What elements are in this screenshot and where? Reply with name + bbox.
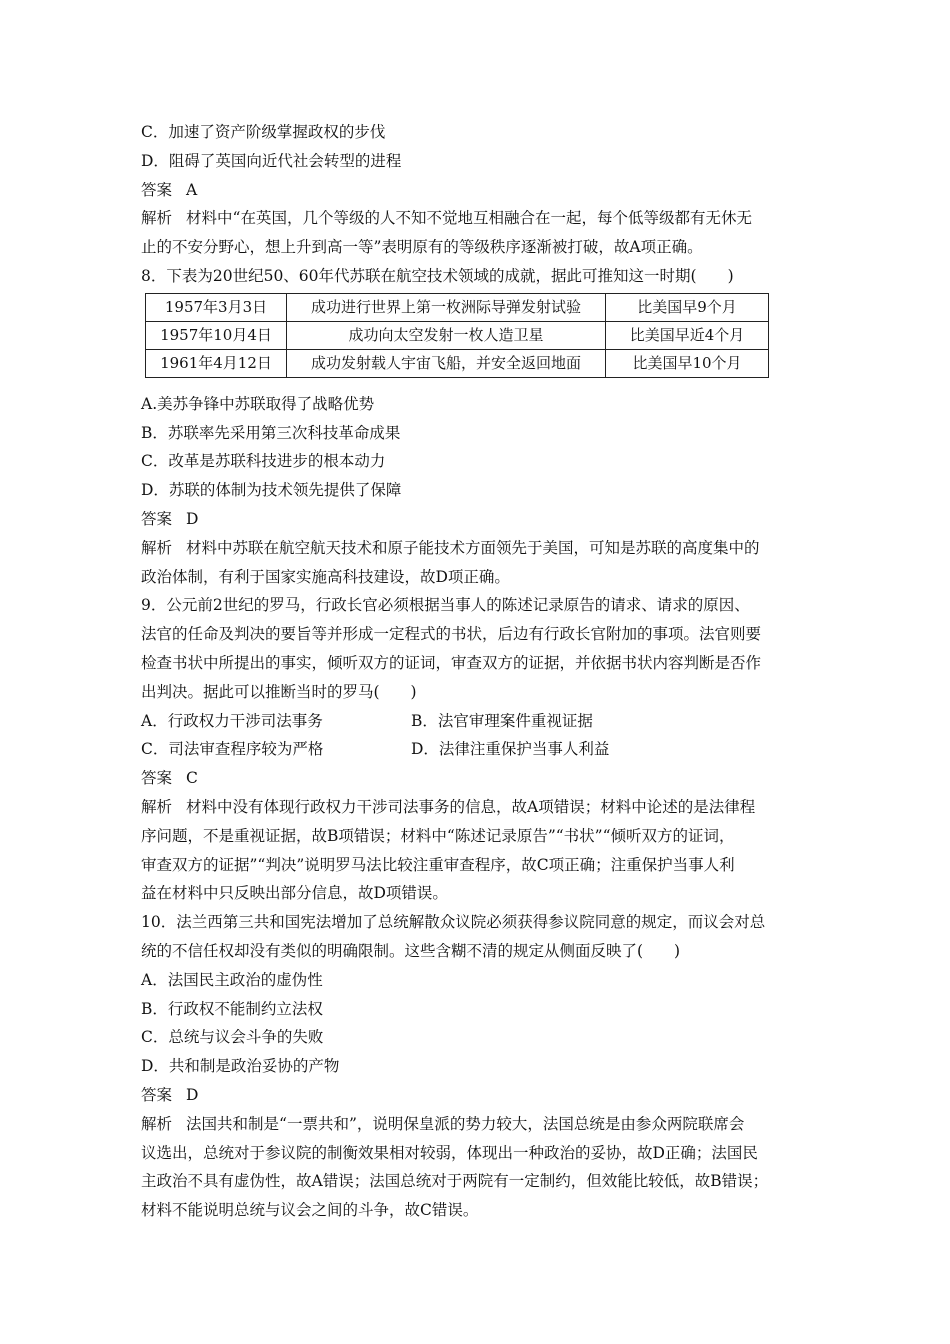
table-row [146, 349, 769, 377]
table-cell-comparison: 比美国早近4个月 [606, 321, 769, 349]
answer-label: 答案 [141, 509, 173, 528]
answer-label: 答案 [141, 180, 173, 199]
q10-answer [141, 1081, 811, 1110]
answer-label: 答案 [141, 1085, 173, 1104]
q9-analysis-line-3: 审查双方的证据”“判决”说明罗马法比较注重审查程序，故C项正确；注重保护当事人利 [141, 855, 735, 874]
q10-analysis-line-4: 材料不能说明总统与议会之间的斗争，故C错误。 [141, 1201, 479, 1220]
q7-option-c: C．加速了资产阶级掌握政权的步伐 [141, 123, 386, 141]
q9-option-b: B．法官审理案件重视证据 [411, 711, 593, 730]
q10-analysis-line-1: 解析 法国共和制是“一票共和”，说明保皇派的势力较大，法国总统是由参众两院联席会 [141, 1114, 745, 1133]
q8-stem: 8．下表为20世纪50、60年代苏联在航空技术领域的成就，据此可推知这一时期( ) [141, 266, 734, 285]
q10-analysis-line-3: 主政治不具有虚伪性，故A错误；法国总统对于两院有一定制约，但效能比较低，故B错误； [141, 1172, 769, 1191]
q9-stem-line-2: 法官的任命及判决的要旨等并形成一定程式的书状，后边有行政长官附加的事项。法官则要 [141, 625, 762, 644]
q9-answer [141, 764, 811, 793]
q10-analysis-line-2: 议选出，总统对于参议院的制衡效果相对较弱，体现出一种政治的妥协，故D正确；法国民 [141, 1143, 758, 1162]
q10-stem-line-2: 统的不信任权却没有类似的明确限制。这些含糊不清的规定从侧面反映了( ) [141, 941, 681, 960]
q9-options-row-2 [141, 735, 811, 764]
q8-analysis-line-1: 解析 材料中苏联在航空航天技术和原子能技术方面领先于美国，可知是苏联的高度集中的 [141, 538, 760, 557]
q9-analysis-line-4: 益在材料中只反映出部分信息，故D项错误。 [141, 884, 448, 903]
q10-option-c: C．总统与议会斗争的失败 [141, 1028, 324, 1047]
answer-value: D [186, 509, 199, 528]
analysis-label: 解析 [141, 209, 173, 228]
answer-value: D [186, 1085, 199, 1104]
q8-answer [141, 505, 811, 534]
analysis-label: 解析 [141, 538, 173, 557]
table-cell-date: 1961年4月12日 [146, 349, 287, 377]
q9-stem-line-4: 出判决。据此可以推断当时的罗马( ) [141, 682, 417, 701]
table-cell-achievement: 成功向太空发射一枚人造卫星 [287, 321, 606, 349]
table-cell-date: 1957年10月4日 [146, 321, 287, 349]
q7-answer [141, 176, 811, 205]
table-row [146, 321, 769, 349]
q9-analysis-line-1: 解析 材料中没有体现行政权力干涉司法事务的信息，故A项错误；材料中论述的是法律程 [141, 797, 756, 816]
q8-option-c: C．改革是苏联科技进步的根本动力 [141, 452, 386, 471]
q9-options-row-1 [141, 707, 811, 736]
q10-stem-line-1: 10．法兰西第三共和国宪法增加了总统解散众议院必须获得参议院同意的规定，而议会对总 [141, 913, 766, 932]
q8-option-a: A.美苏争锋中苏联取得了战略优势 [141, 394, 375, 413]
analysis-label: 解析 [141, 1114, 173, 1133]
q8-analysis-line-2: 政治体制，有利于国家实施高科技建设，故D项正确。 [141, 567, 510, 586]
q8-achievement-table [145, 293, 769, 378]
answer-value: C [186, 769, 198, 788]
table-cell-achievement: 成功发射载人宇宙飞船，并安全返回地面 [287, 349, 606, 377]
q10-option-b: B．行政权不能制约立法权 [141, 999, 323, 1018]
q10-option-a: A．法国民主政治的虚伪性 [141, 970, 323, 989]
answer-label: 答案 [141, 769, 173, 788]
q7-analysis-line-2: 止的不安分野心，想上升到高一等”表明原有的等级秩序逐渐被打破，故A项正确。 [141, 238, 703, 257]
table-cell-comparison: 比美国早10个月 [606, 349, 769, 377]
table-cell-achievement: 成功进行世界上第一枚洲际导弹发射试验 [287, 293, 606, 321]
q10-option-d: D．共和制是政治妥协的产物 [141, 1057, 340, 1076]
table-cell-date: 1957年3月3日 [146, 293, 287, 321]
q8-option-b: B．苏联率先采用第三次科技革命成果 [141, 423, 401, 442]
q9-option-a: A．行政权力干涉司法事务 [141, 711, 323, 730]
q9-stem-line-3: 检查书状中所提出的事实，倾听双方的证词，审查双方的证据，并依据书状内容判断是否作 [141, 653, 762, 672]
q8-option-d: D．苏联的体制为技术领先提供了保障 [141, 481, 402, 500]
q9-option-d: D．法律注重保护当事人利益 [411, 740, 610, 759]
q9-analysis-line-2: 序问题，不是重视证据，故B项错误；材料中“陈述记录原告”“书状”“倾听双方的证词， [141, 826, 735, 845]
table-row [146, 293, 769, 321]
answer-value: A [186, 180, 198, 199]
document-page [141, 118, 811, 1225]
q7-analysis-line-1: 解析 材料中“在英国，几个等级的人不知不觉地互相融合在一起，每个低等级都有无休无 [141, 209, 752, 228]
q9-stem-line-1: 9．公元前2世纪的罗马，行政长官必须根据当事人的陈述记录原告的请求、请求的原因、 [141, 596, 750, 615]
q7-option-d: D．阻碍了英国向近代社会转型的进程 [141, 151, 402, 170]
analysis-label: 解析 [141, 797, 173, 816]
table-cell-comparison: 比美国早9个月 [606, 293, 769, 321]
q9-option-c: C．司法审查程序较为严格 [141, 740, 324, 759]
